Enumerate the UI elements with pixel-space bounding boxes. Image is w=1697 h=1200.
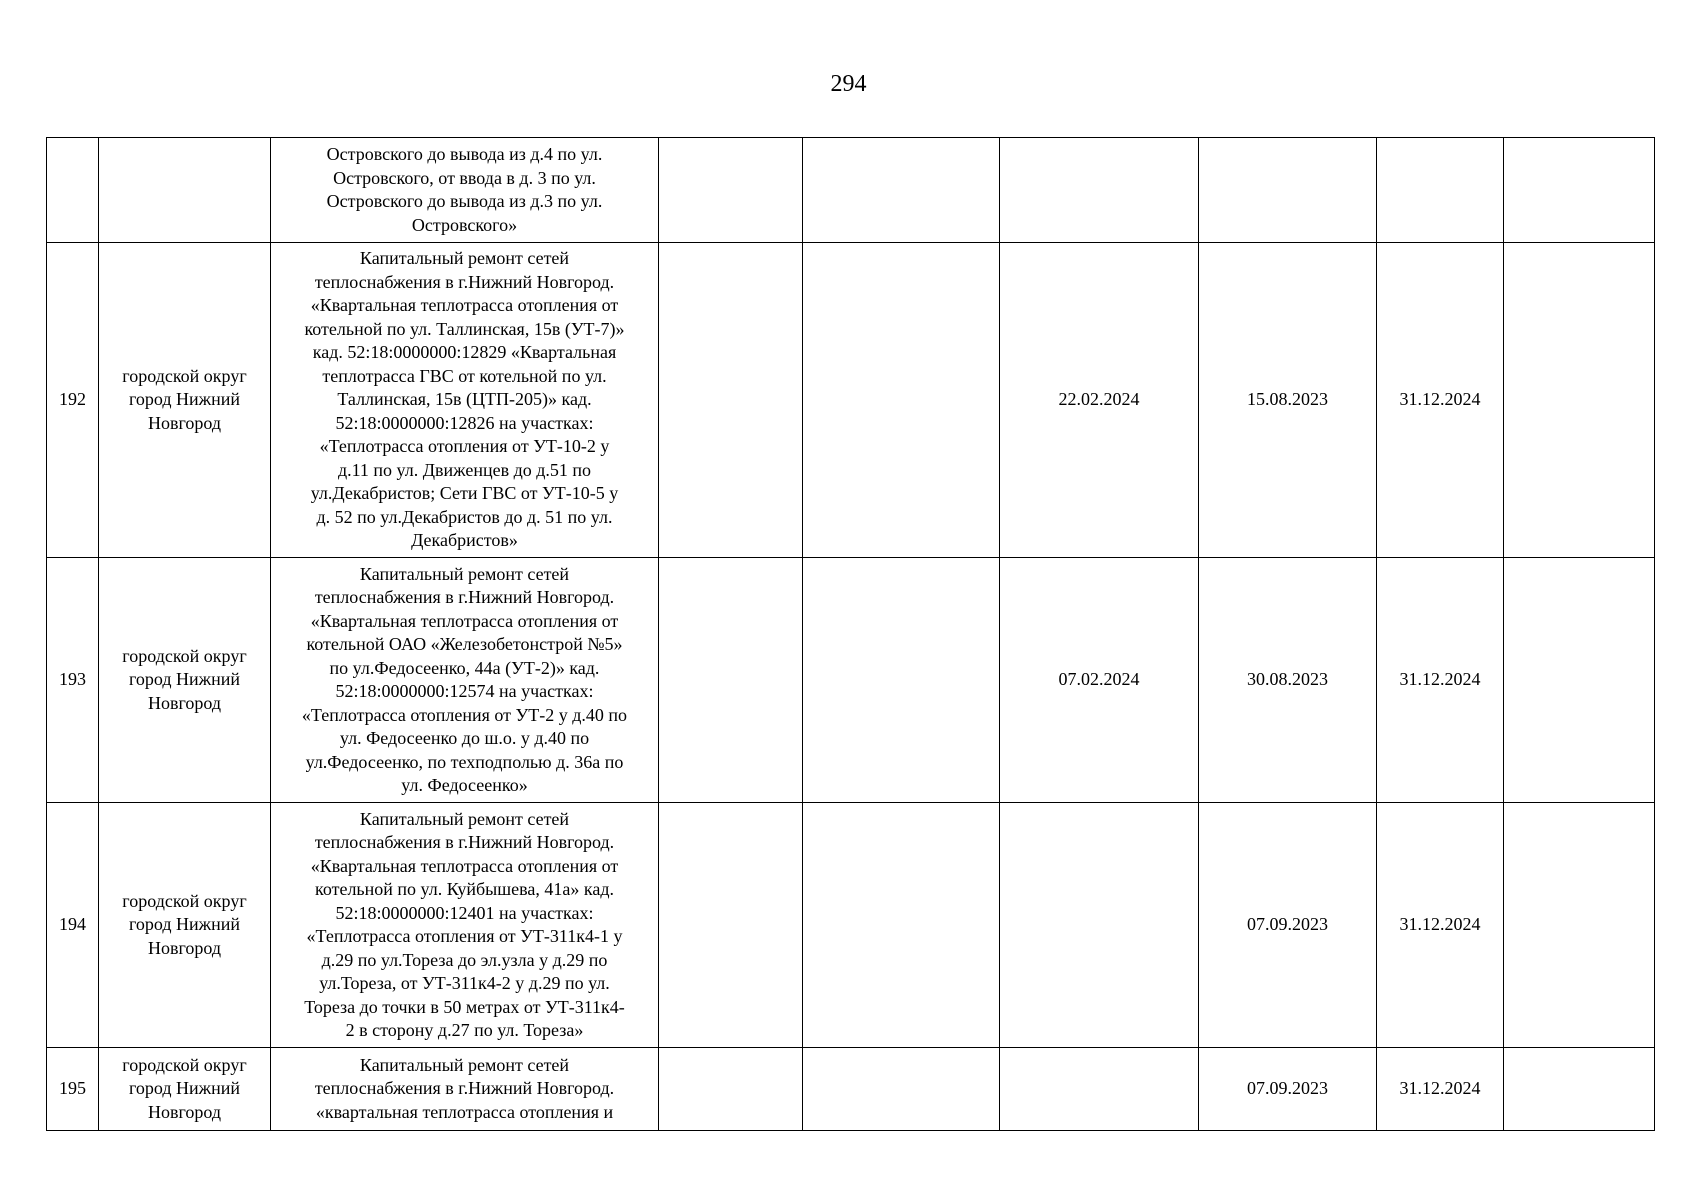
table-row — [47, 558, 1655, 803]
date-cell: 30.08.2023 — [1199, 558, 1377, 803]
empty-cell — [803, 558, 1000, 803]
empty-cell — [1504, 803, 1655, 1048]
municipality-cell: городской округ город Нижний Новгород — [99, 243, 271, 558]
works-table — [46, 137, 1655, 1131]
date-cell: 07.09.2023 — [1199, 803, 1377, 1048]
row-number — [47, 138, 99, 243]
municipality-cell: городской округ город Нижний Новгород — [99, 558, 271, 803]
empty-cell — [1504, 138, 1655, 243]
empty-cell — [1504, 1048, 1655, 1131]
empty-cell — [803, 243, 1000, 558]
date-cell: 31.12.2024 — [1377, 243, 1504, 558]
table-row — [47, 138, 1655, 243]
empty-cell — [1504, 558, 1655, 803]
date-cell: 31.12.2024 — [1377, 558, 1504, 803]
description-cell: Капитальный ремонт сетей теплоснабжения в г.Нижний Новгород. «Квартальная теплотрасса отопления от котельной ОАО «Железобетонстрой №5» по ул.Федосеенко, 44а (УТ-2)» кад. 52:18:0000000:12574 на участках: «Теплотрасса отопления от УТ-2 у д.40 по ул. Федосеенко до ш.о. у д.40 по ул.Федосеенко, по техподполью д. 36а по ул. Федосеенко» — [271, 558, 659, 803]
municipality-cell: городской округ город Нижний Новгород — [99, 803, 271, 1048]
empty-cell — [659, 558, 803, 803]
page-number: 294 — [830, 71, 867, 97]
municipality-cell — [99, 138, 271, 243]
empty-cell — [659, 243, 803, 558]
date-cell — [1000, 1048, 1199, 1131]
date-cell — [1000, 803, 1199, 1048]
empty-cell — [803, 1048, 1000, 1131]
empty-cell — [659, 138, 803, 243]
date-cell — [1377, 138, 1504, 243]
date-cell: 31.12.2024 — [1377, 1048, 1504, 1131]
row-number: 194 — [47, 803, 99, 1048]
date-cell: 07.02.2024 — [1000, 558, 1199, 803]
date-cell — [1199, 138, 1377, 243]
table-row — [47, 803, 1655, 1048]
description-cell: Капитальный ремонт сетей теплоснабжения в г.Нижний Новгород. «квартальная теплотрасса отопления и — [271, 1048, 659, 1131]
row-number: 193 — [47, 558, 99, 803]
table-row — [47, 243, 1655, 558]
table-row — [47, 1048, 1655, 1131]
date-cell: 22.02.2024 — [1000, 243, 1199, 558]
empty-cell — [659, 803, 803, 1048]
date-cell — [1000, 138, 1199, 243]
empty-cell — [803, 138, 1000, 243]
date-cell: 31.12.2024 — [1377, 803, 1504, 1048]
municipality-cell: городской округ город Нижний Новгород — [99, 1048, 271, 1131]
empty-cell — [659, 1048, 803, 1131]
empty-cell — [803, 803, 1000, 1048]
row-number: 192 — [47, 243, 99, 558]
empty-cell — [1504, 243, 1655, 558]
row-number: 195 — [47, 1048, 99, 1131]
description-cell: Островского до вывода из д.4 по ул. Островского, от ввода в д. 3 по ул. Островского до вывода из д.3 по ул. Островского» — [271, 138, 659, 243]
date-cell: 15.08.2023 — [1199, 243, 1377, 558]
description-cell: Капитальный ремонт сетей теплоснабжения в г.Нижний Новгород. «Квартальная теплотрасса отопления от котельной по ул. Таллинская, 15в (УТ-7)» кад. 52:18:0000000:12829 «Квартальная теплотрасса ГВС от котельной по ул. Таллинская, 15в (ЦТП-205)» кад. 52:18:0000000:12826 на участках: «Теплотрасса отопления от УТ-10-2 у д.11 по ул. Движенцев до д.51 по ул.Декабристов; Сети ГВС от УТ-10-5 у д. 52 по ул.Декабристов до д. 51 по ул. Декабристов» — [271, 243, 659, 558]
date-cell: 07.09.2023 — [1199, 1048, 1377, 1131]
description-cell: Капитальный ремонт сетей теплоснабжения в г.Нижний Новгород. «Квартальная теплотрасса отопления от котельной по ул. Куйбышева, 41а» кад. 52:18:0000000:12401 на участках: «Теплотрасса отопления от УТ-311к4-1 у д.29 по ул.Тореза до эл.узла у д.29 по ул.Тореза, от УТ-311к4-2 у д.29 по ул. Тореза до точки в 50 метрах от УТ-311к4- 2 в сторону д.27 по ул. Тореза» — [271, 803, 659, 1048]
